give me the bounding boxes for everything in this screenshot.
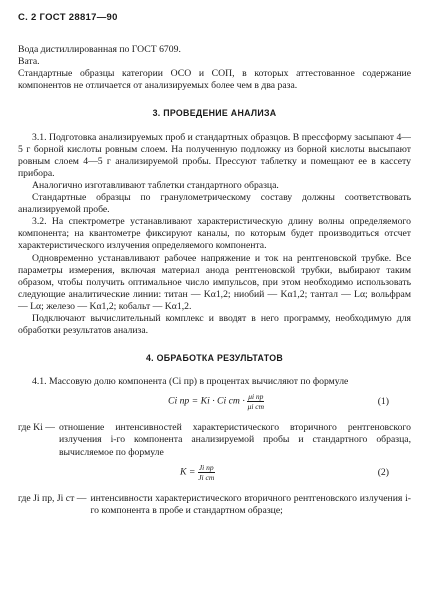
formula-1	[18, 388, 411, 418]
definition-k	[18, 422, 411, 458]
definition-j-symbol: где Ji пр, Ji ст —	[18, 492, 87, 504]
reagent-cotton: Вата.	[18, 56, 40, 68]
definition-j-text: интенсивности характеристического вторичного рентгеновского излучения i-го компонента в пробе и стандартном образце;	[90, 492, 411, 516]
section-3-title: 3. ПРОВЕДЕНИЕ АНАЛИЗА	[152, 108, 277, 119]
paragraph-3-1-granulometry: Стандартные образцы по гранулометрическому составу должны соответствовать анализируемой пробе.	[18, 192, 411, 216]
formula-2-numerator: Ji пр	[198, 462, 214, 472]
formula-1-denominator: μi ст	[247, 402, 265, 412]
definition-j	[18, 493, 411, 517]
formula-1-lhs: Ci пр = Ki · Ci ст ·	[168, 396, 245, 408]
reagent-water: Вода дистиллированная по ГОСТ 6709.	[18, 44, 181, 56]
page-header: С. 2 ГОСТ 28817—90	[18, 12, 118, 23]
formula-2-lhs: K =	[180, 466, 196, 478]
formula-2-number: (2)	[377, 466, 389, 478]
paragraph-3-1: 3.1. Подготовка анализируемых проб и стандартных образцов. В прессформу засыпают 4—5 г борной кислоты ровным слоем. На полученную подложку из борной кислоты высыпают ровным слоем 4—5 г анализируемой пробы. Прессуют таблетку и помещают ее в кассету прибора.	[18, 131, 411, 179]
formula-1-number: (1)	[377, 396, 389, 408]
document-page	[18, 12, 411, 517]
paragraph-3-2-computer: Подключают вычислительный комплекс и вводят в него программу, необходимую для обработки результатов анализа.	[18, 312, 411, 337]
paragraph-3-2: 3.2. На спектрометре устанавливают характеристическую длину волны определяемого компонента; на квантометре фиксируют каналы, по которым будет производиться отсчет характеристического излучения определяемого компонента.	[18, 216, 411, 252]
formula-2-fraction	[198, 463, 215, 482]
section-4-title: 4. ОБРАБОТКА РЕЗУЛЬТАТОВ	[145, 353, 284, 364]
paragraph-3-1-analog: Аналогично изготавливают таблетки стандартного образца.	[32, 179, 279, 191]
definition-k-symbol: где Ki —	[18, 422, 55, 434]
formula-2-denominator: Ji ст	[198, 472, 215, 482]
formula-1-numerator: μi пр	[248, 392, 264, 402]
paragraph-4-1: 4.1. Массовую долю компонента (Ci пр) в процентах вычисляют по формуле	[32, 376, 349, 388]
formula-1-fraction	[247, 392, 264, 411]
paragraph-3-2-parameters: Одновременно устанавливают рабочее напряжение и ток на рентгеновской трубке. Все параметры измерения, включая материал анода рентгеновской трубки, выбирают таким образом, чтобы получить оптимальное число импульсов, при этом необходимо использовать следующие аналитические линии: титан — Kα1,2; ниобий — Kα1,2; тантал — Lα; вольфрам — Lα; железо — Kα1,2; кобальт — Kα1,2.	[18, 252, 411, 312]
formula-2	[18, 459, 411, 489]
reagent-standards: Стандартные образцы категории ОСО и СОП, в которых аттестованное содержание компонентов не отличается от анализируемых более чем в два раза.	[18, 68, 411, 92]
definition-k-text: отношение интенсивностей характеристического вторичного рентгеновского излучения i-го компонента анализируемой пробы и стандартного образца, вычисляемое по формуле	[58, 422, 411, 458]
